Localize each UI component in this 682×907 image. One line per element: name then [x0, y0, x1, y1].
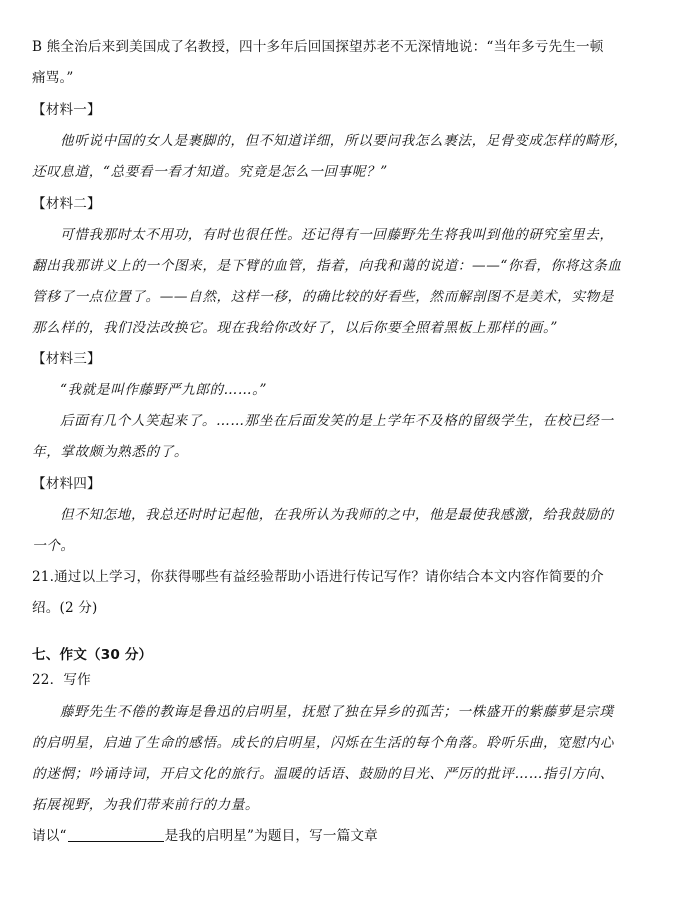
material2-line-3: 管移了一点位置了。——自然，这样一移，的确比较的好看些，然而解剖图不是美术，实物是	[32, 289, 614, 305]
essay-intro-line-3: 的迷惘；吟诵诗词，开启文化的旅行。温暖的话语、鼓励的目光、严厉的批评……指引方向、	[32, 766, 614, 782]
section-7-title: 七、作文（30 分）	[32, 647, 153, 663]
essay-intro-line-2: 的启明星，启迪了生命的感悟。成长的启明星，闪烁在生活的每个角落。聆听乐曲，宽慰内心	[32, 735, 614, 751]
material3-line-3: 年，掌故颇为熟悉的了。	[32, 444, 189, 460]
material3-line-2: 后面有几个人笑起来了。……那坐在后面发笑的是上学年不及格的留级学生，在校已经一	[60, 413, 614, 429]
essay-prompt-after: 是我的启明星”为题目，写一篇文章	[164, 828, 378, 844]
material1-label: 【材料一】	[32, 102, 101, 118]
material2-label: 【材料二】	[32, 196, 101, 212]
essay-intro-line-4: 拓展视野，为我们带来前行的力量。	[32, 797, 260, 813]
question-21-line-1: 21.通过以上学习，你获得哪些有益经验帮助小语进行传记写作？请你结合本文内容作简要的介	[32, 569, 604, 585]
title-blank-line	[68, 828, 164, 842]
material4-line-1: 但不知怎地，我总还时时记起他，在我所认为我师的之中，他是最使我感激，给我鼓励的	[60, 507, 614, 523]
question-21-line-2: 绍。(2 分)	[32, 600, 98, 616]
material1-line-1: 他听说中国的女人是裹脚的，但不知道详细，所以要问我怎么裹法，足骨变成怎样的畸形，	[60, 133, 628, 149]
material4-line-2: 一个。	[32, 538, 75, 554]
material4-label: 【材料四】	[32, 476, 101, 492]
essay-intro-line-1: 藤野先生不倦的教诲是鲁迅的启明星，抚慰了独在异乡的孤苦；一株盛开的紫藤萝是宗璞	[60, 704, 614, 720]
material2-line-4: 那么样的，我们没法改换它。现在我给你改好了，以后你要全照着黑板上那样的画。”	[32, 320, 558, 336]
intro-line-1: B 熊全治后来到美国成了名教授，四十多年后回国探望苏老不无深情地说：“当年多亏先生一顿	[32, 39, 604, 55]
material3-line-1: “我就是叫作藤野严九郎的……。”	[60, 382, 268, 398]
essay-prompt-before: 请以“	[32, 828, 67, 844]
essay-prompt	[32, 827, 378, 845]
question-22-label: 22．写作	[32, 672, 91, 688]
material1-line-2: 还叹息道，“总要看一看才知道。究竟是怎么一回事呢？”	[32, 164, 388, 180]
material2-line-1: 可惜我那时太不用功，有时也很任性。还记得有一回藤野先生将我叫到他的研究室里去，	[60, 227, 614, 243]
intro-line-2: 痛骂。”	[32, 70, 74, 86]
material2-line-2: 翻出我那讲义上的一个图来，是下臂的血管，指着，向我和蔼的说道：——“你看，你将这条血	[32, 258, 622, 274]
material3-label: 【材料三】	[32, 351, 101, 367]
